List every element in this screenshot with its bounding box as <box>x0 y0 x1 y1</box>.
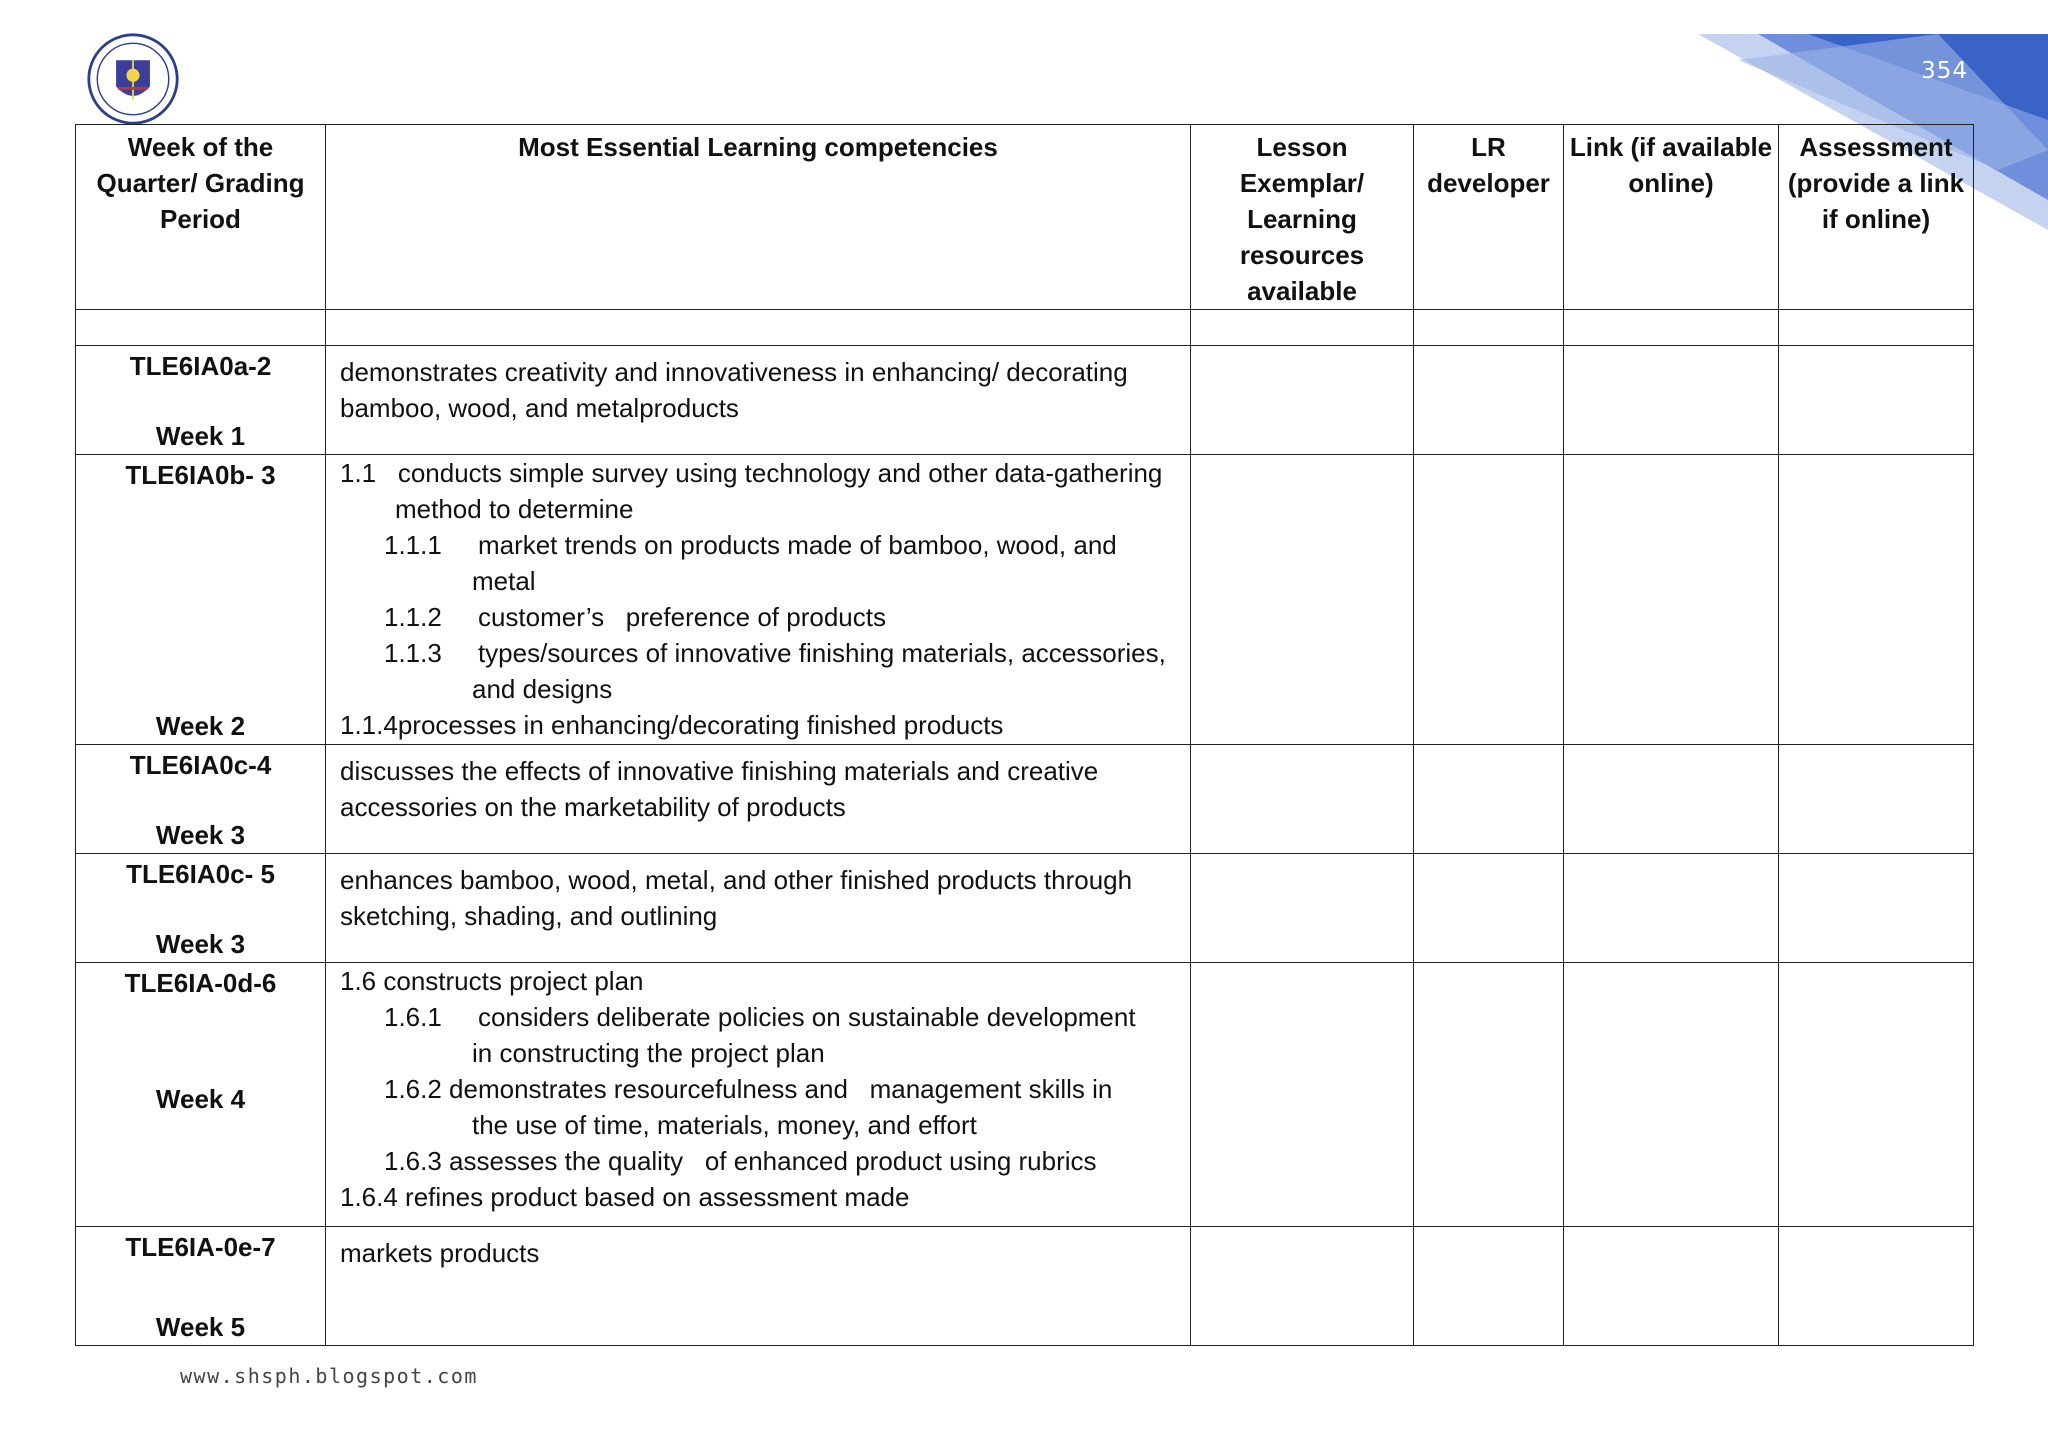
table-row <box>76 963 1974 1227</box>
lesson-cell <box>1191 854 1414 963</box>
competency-line: 1.1.4processes in enhancing/decorating finished products <box>340 710 1004 740</box>
competency-line: the use of time, materials, money, and effort <box>472 1110 977 1140</box>
lr-developer-cell <box>1414 745 1564 854</box>
header-link: Link (if available online) <box>1564 125 1779 310</box>
competency-line <box>340 854 1176 862</box>
week-label: Week 3 <box>155 820 246 850</box>
table-row <box>76 455 1974 745</box>
competency-line: 1.1 conducts simple survey using technology and other data-gathering <box>340 458 1163 488</box>
competency-line: 1.1.1 market trends on products made of bamboo, wood, and <box>384 530 1117 560</box>
table-row <box>76 745 1974 854</box>
assessment-cell <box>1779 346 1974 455</box>
competency-line: discusses the effects of innovative finishing materials and creative <box>340 756 1099 786</box>
link-cell <box>1564 455 1779 745</box>
week-cell <box>76 854 326 963</box>
competency-cell <box>326 854 1191 963</box>
assessment-cell <box>1779 854 1974 963</box>
assessment-cell <box>1779 1227 1974 1346</box>
link-cell <box>1564 963 1779 1227</box>
competency-code: TLE6IA0c- 5 <box>126 859 275 889</box>
competency-code: TLE6IA0b- 3 <box>125 460 276 490</box>
week-label: Week 5 <box>155 1312 246 1342</box>
competency-line: 1.6.4 refines product based on assessment made <box>340 1182 910 1212</box>
page-number: 354 <box>1921 58 1968 84</box>
competency-code: TLE6IA-0d-6 <box>124 968 277 998</box>
table-row <box>76 1227 1974 1346</box>
lesson-cell <box>1191 963 1414 1227</box>
assessment-cell <box>1779 963 1974 1227</box>
competency-code: TLE6IA0a-2 <box>129 351 272 381</box>
week-cell <box>76 1227 326 1346</box>
melc-table <box>75 124 1974 1346</box>
competency-line: enhances bamboo, wood, metal, and other finished products through <box>340 865 1133 895</box>
assessment-cell <box>1779 455 1974 745</box>
header-lr-developer: LR developer <box>1414 125 1564 310</box>
competency-code: TLE6IA0c-4 <box>129 750 272 780</box>
week-cell <box>76 455 326 745</box>
competency-line: and designs <box>472 674 613 704</box>
competency-line: 1.6 constructs project plan <box>340 966 644 996</box>
competency-code: TLE6IA-0e-7 <box>125 1232 276 1262</box>
competency-line <box>340 346 1176 354</box>
lesson-cell <box>1191 455 1414 745</box>
lr-developer-cell <box>1414 1227 1564 1346</box>
link-cell <box>1564 854 1779 963</box>
link-cell <box>1564 346 1779 455</box>
footer-url: www.shsph.blogspot.com <box>180 1364 478 1388</box>
competency-cell <box>326 1227 1191 1346</box>
competency-line <box>340 1227 1176 1235</box>
competency-line: bamboo, wood, and metalproducts <box>340 393 739 423</box>
table-row <box>76 854 1974 963</box>
lr-developer-cell <box>1414 455 1564 745</box>
competency-line: method to determine <box>395 494 634 524</box>
competency-line: markets products <box>340 1238 540 1268</box>
competency-line: 1.6.2 demonstrates resourcefulness and management skills in <box>384 1074 1113 1104</box>
week-cell <box>76 963 326 1227</box>
competency-line: sketching, shading, and outlining <box>340 901 718 931</box>
lr-developer-cell <box>1414 854 1564 963</box>
competency-line: 1.6.1 considers deliberate policies on sustainable development <box>384 1002 1136 1032</box>
week-label: Week 4 <box>155 1084 246 1114</box>
competency-line: 1.6.3 assesses the quality of enhanced product using rubrics <box>384 1146 1097 1176</box>
week-cell <box>76 346 326 455</box>
competency-line: 1.1.3 types/sources of innovative finishing materials, accessories, <box>384 638 1166 668</box>
deped-seal-logo <box>86 32 180 126</box>
competency-cell <box>326 963 1191 1227</box>
lr-developer-cell <box>1414 346 1564 455</box>
link-cell <box>1564 745 1779 854</box>
blank-row <box>76 310 1974 346</box>
lesson-cell <box>1191 346 1414 455</box>
week-cell <box>76 745 326 854</box>
table-row <box>76 346 1974 455</box>
header-row <box>76 125 1974 310</box>
lesson-cell <box>1191 1227 1414 1346</box>
competency-line <box>340 745 1176 753</box>
week-label: Week 3 <box>155 929 246 959</box>
header-competencies: Most Essential Learning competencies <box>326 125 1191 310</box>
header-lesson-exemplar: Lesson Exemplar/ Learning resources available <box>1191 125 1414 310</box>
week-label: Week 2 <box>155 711 246 741</box>
competency-line: metal <box>472 566 536 596</box>
lr-developer-cell <box>1414 963 1564 1227</box>
competency-line: 1.1.2 customer’s preference of products <box>384 602 886 632</box>
header-week: Week of the Quarter/ Grading Period <box>76 125 326 310</box>
link-cell <box>1564 1227 1779 1346</box>
competency-cell <box>326 455 1191 745</box>
competency-line: accessories on the marketability of products <box>340 792 846 822</box>
assessment-cell <box>1779 745 1974 854</box>
competency-cell <box>326 745 1191 854</box>
lesson-cell <box>1191 745 1414 854</box>
week-label: Week 1 <box>155 421 246 451</box>
competency-line: demonstrates creativity and innovativeness in enhancing/ decorating <box>340 357 1128 387</box>
competency-line: in constructing the project plan <box>472 1038 825 1068</box>
header-assessment: Assessment (provide a link if online) <box>1779 125 1974 310</box>
competency-cell <box>326 346 1191 455</box>
